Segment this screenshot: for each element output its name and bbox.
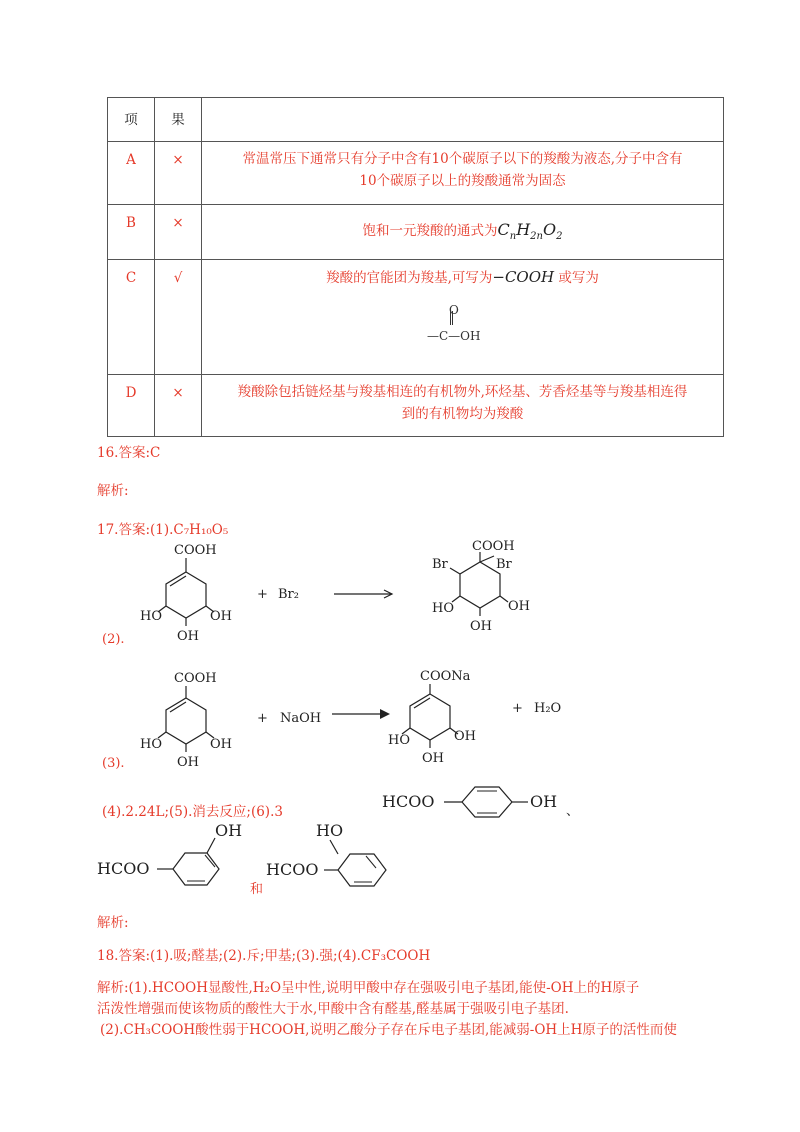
oh-label: OH <box>177 629 199 644</box>
isomer-para <box>382 784 582 840</box>
reactant-ring <box>158 686 214 752</box>
ho-label: HO <box>140 737 162 752</box>
row-b-item: B <box>108 205 155 260</box>
benzene-ring <box>173 853 219 885</box>
row-b-result: × <box>155 205 202 260</box>
q18-answer: 18.答案:(1).吸;醛基;(2).斥;甲基;(3).强;(4).CF₃COOH <box>97 948 431 964</box>
hcoo-label: HCOO <box>266 860 319 879</box>
q17-part2: (2). <box>102 632 125 647</box>
row-c-result: √ <box>155 260 202 375</box>
row-a-text <box>202 142 724 205</box>
naoh-label: NaOH <box>280 711 322 726</box>
oh-label: OH <box>210 737 232 752</box>
row-d-line2: 到的有机物均为羧酸 <box>401 406 524 422</box>
plus-sign: + <box>512 701 523 716</box>
general-formula: $C_nH_{2n}O_2$ <box>497 220 563 243</box>
reaction-3-diagram <box>120 668 580 778</box>
options-table <box>107 97 724 437</box>
oh-label: OH <box>470 619 492 634</box>
header-explanation <box>202 98 724 142</box>
isomer-ortho <box>266 818 406 898</box>
header-item: 项 <box>108 98 155 142</box>
q18-analysis-line3: (2).CH₃COOH酸性弱于HCOOH,说明乙酸分子存在斥电子基团,能减弱-OH上H原子的活性而使 <box>100 1022 677 1038</box>
row-d-text <box>202 375 724 437</box>
hcoo-label: HCOO <box>97 859 150 878</box>
ho-label: HO <box>316 821 344 840</box>
row-a-line1: 常温常压下通常只有分子中含有10个碳原子以下的羧酸为液态,分子中含有 <box>242 151 683 167</box>
arrow-head <box>380 709 390 719</box>
row-a-item: A <box>108 142 155 205</box>
oh-label: OH <box>454 729 476 744</box>
h2o-label: H₂O <box>534 701 562 716</box>
cooh-label: COOH <box>174 671 217 686</box>
ho-label: HO <box>432 601 454 616</box>
q16-answer: 16.答案:C <box>97 445 161 461</box>
product-ring <box>402 684 458 748</box>
br2-label: Br₂ <box>278 587 299 602</box>
separator-comma: 、 <box>566 804 580 819</box>
ho-label: HO <box>388 733 410 748</box>
coona-label: COONa <box>420 669 471 684</box>
plus-sign: + <box>257 711 268 726</box>
row-d-result: × <box>155 375 202 437</box>
header-result: 果 <box>155 98 202 142</box>
row-b-text <box>202 205 724 260</box>
br-label: Br <box>496 557 512 572</box>
oh-label: OH <box>530 792 558 811</box>
q17-part3: (3). <box>102 756 125 771</box>
double-bond <box>450 311 453 325</box>
q17-analysis: 解析: <box>97 915 129 931</box>
q17-part4: (4).2.24L;(5).消去反应;(6).3 <box>102 804 283 820</box>
row-c-label: 羧酸的官能团为羧基,可写为 <box>326 270 493 286</box>
row-c-text <box>202 260 724 375</box>
row-a-line2: 10个碳原子以上的羧酸通常为固态 <box>359 173 566 189</box>
oh-label: OH <box>422 751 444 766</box>
isomer-meta <box>97 818 267 898</box>
cooh-label: COOH <box>174 543 217 558</box>
oh-label: OH <box>215 821 243 840</box>
ho-label: HO <box>140 609 162 624</box>
q18-analysis-line1: 解析:(1).HCOOH显酸性,H₂O呈中性,说明甲酸中存在强吸引电子基团,能使-OH上的H原子 <box>97 980 640 996</box>
carboxyl-formula: −COOH <box>492 268 555 286</box>
plus-sign: + <box>257 587 268 602</box>
row-b-label: 饱和一元羧酸的通式为 <box>362 223 498 239</box>
oh-label: OH <box>210 609 232 624</box>
row-c-item: C <box>108 260 155 375</box>
cooh-label: COOH <box>472 540 515 554</box>
row-d-item: D <box>108 375 155 437</box>
reactant-ring <box>158 558 214 626</box>
carboxyl-structure <box>216 289 709 351</box>
conjunction-and: 和 <box>250 882 264 897</box>
q16-analysis: 解析: <box>97 483 129 499</box>
q18-analysis-line2: 活泼性增强而使该物质的酸性大于水,甲酸中含有醛基,醛基属于强吸引电子基团. <box>97 1001 569 1017</box>
reaction-2-diagram <box>120 540 580 650</box>
row-a-result: × <box>155 142 202 205</box>
hcoo-label: HCOO <box>382 792 435 811</box>
br-label: Br <box>432 557 448 572</box>
row-d-line1: 羧酸除包括链烃基与羧基相连的有机物外,环烃基、芳香烃基等与羧基相连得 <box>237 384 688 400</box>
row-c-label-after: 或写为 <box>554 270 599 286</box>
q17-answer: 17.答案:(1).C₇H₁₀O₅ <box>97 522 229 538</box>
carbonyl-o: O <box>449 303 459 317</box>
oh-label: OH <box>508 599 530 614</box>
benzene-ring <box>338 854 386 886</box>
oh-label: OH <box>177 755 199 770</box>
carboxyl-chain: —C—OH <box>427 329 481 343</box>
